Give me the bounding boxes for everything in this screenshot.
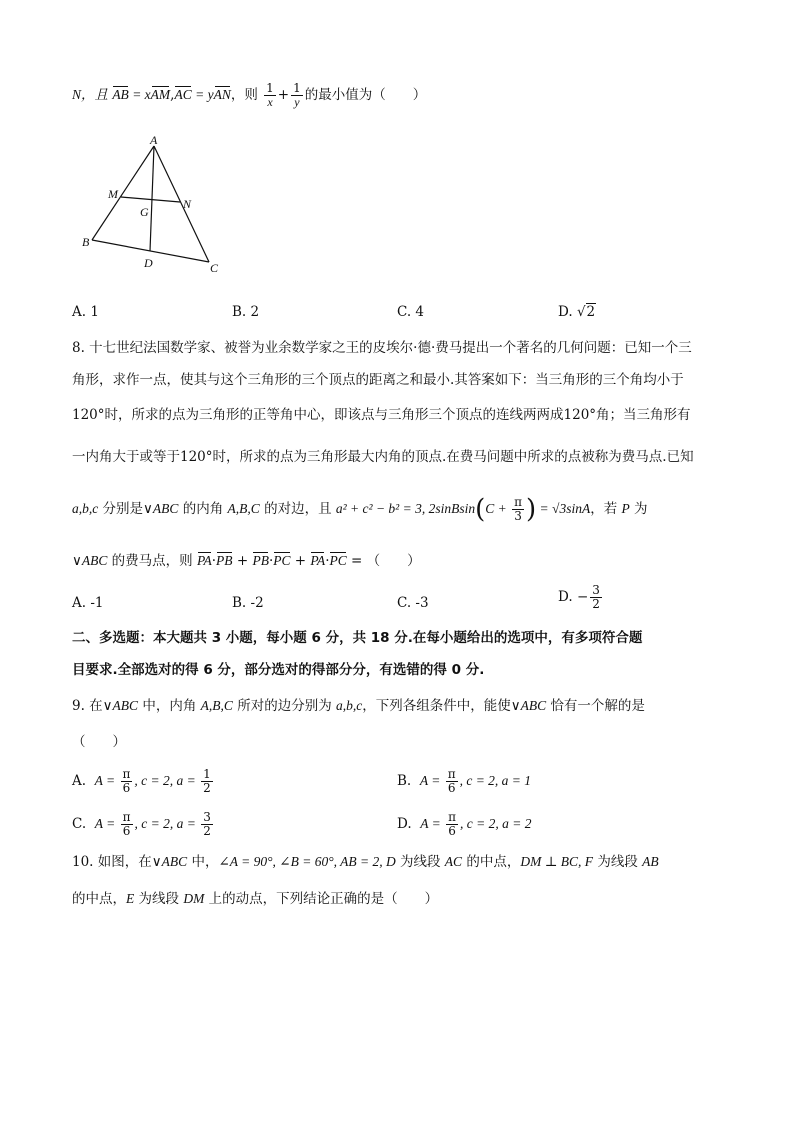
q8-line-4: 一内角大于或等于120°时，所求的点为三角形最大内角的顶点.在费马问题中所求的点被称为费马点.已知 bbox=[72, 449, 694, 465]
vector-ab: AB bbox=[112, 85, 129, 105]
q7-comma: , bbox=[170, 87, 175, 103]
q8-option-d[interactable]: D. − $\frac{3}{2}$ bbox=[558, 583, 600, 611]
fraction-1-over-x: $\frac{1}{x}$ bbox=[266, 81, 274, 109]
q8-option-a[interactable]: A. -1 bbox=[72, 595, 104, 611]
label-b: B bbox=[82, 235, 90, 249]
q7-option-d[interactable]: D. √2 bbox=[558, 304, 596, 320]
q8-line-2: 角形，求作一点，使其与这个三角形的三个顶点的距离之和最小.其答案如下：当三角形的三个角均小于 bbox=[72, 372, 684, 388]
q7-option-c[interactable]: C. 4 bbox=[397, 304, 425, 320]
q7-intro: N，且 bbox=[72, 87, 109, 102]
q8-option-b[interactable]: B. -2 bbox=[232, 595, 264, 611]
q8-line-6: ∨ABC 的费马点，则 PA·PB + PB·PC + PA·PC = （ ） bbox=[72, 553, 421, 569]
q7-option-a[interactable]: A. 1 bbox=[72, 304, 99, 320]
q8-line-5: a,b,c 分别是∨ABC 的内角 A,B,C 的对边，且 a² + c² − b² = 3, 2sinBsin(C + $\frac{\pi}{3}$ ) = √3sinA，若 P 为 bbox=[72, 494, 648, 525]
q9-option-b[interactable]: B. A = $\frac{\pi}{6}$ , c = 2, a = 1 bbox=[397, 767, 532, 795]
fraction-pi-over-3: $\frac{\pi}{3}$ bbox=[514, 495, 523, 523]
q9-paren: （ ） bbox=[72, 734, 126, 750]
q7-option-b[interactable]: B. 2 bbox=[232, 304, 260, 320]
q7-eq-y: = y bbox=[191, 87, 214, 102]
label-m: M bbox=[108, 187, 118, 201]
q10-line-1: 10. 如图，在∨ABC 中，∠A = 90°, ∠B = 60°, AB = 2, D 为线段 AC 的中点，DM ⊥ BC, F 为线段 AB bbox=[72, 854, 659, 870]
vector-am: AM bbox=[151, 85, 171, 105]
triangle-figure bbox=[72, 130, 242, 280]
label-a: A bbox=[150, 133, 158, 147]
q9-option-a[interactable]: A. A = $\frac{\pi}{6}$ , c = 2, a = $\frac{1}{2}$ bbox=[72, 767, 211, 795]
section-2-heading-line-1: 二、多选题：本大题共 3 小题，每小题 6 分，共 18 分.在每小题给出的选项中，有多项符合题 bbox=[72, 630, 643, 646]
label-g: G bbox=[140, 205, 149, 219]
q8-line-3: 120°时，所求的点为三角形的正等角中心，即该点与三角形三个顶点的连线两两成120°角；当三角形有 bbox=[72, 407, 691, 423]
q7-stem bbox=[72, 82, 426, 109]
q9-option-d[interactable]: D. A = $\frac{\pi}{6}$ , c = 2, a = 2 bbox=[397, 810, 532, 838]
q8-option-c[interactable]: C. -3 bbox=[397, 595, 429, 611]
q7-then: ，则 bbox=[230, 87, 258, 103]
q7-eq-x: = x bbox=[128, 87, 151, 102]
vector-ac: AC bbox=[174, 85, 191, 105]
q9-stem: 9. 在∨ABC 中，内角 A,B,C 所对的边分别为 a,b,c，下列各组条件中，能使∨ABC 恰有一个解的是 bbox=[72, 698, 645, 714]
section-2-heading-line-2: 目要求.全部选对的得 6 分，部分选对的得部分分，有选错的得 0 分. bbox=[72, 662, 485, 678]
q7-plus: + bbox=[277, 87, 290, 103]
fraction-1-over-y: $\frac{1}{y}$ bbox=[293, 81, 301, 109]
q7-tail: 的最小值为（ ） bbox=[304, 87, 427, 103]
q9-option-c[interactable]: C. A = $\frac{\pi}{6}$ , c = 2, a = $\frac{3}{2}$ bbox=[72, 810, 211, 838]
q8-line-1: 8. 十七世纪法国数学家、被誉为业余数学家之王的皮埃尔·德·费马提出一个著名的几何问题：已知一个三 bbox=[72, 340, 692, 356]
vector-an: AN bbox=[214, 85, 231, 105]
q10-line-2: 的中点，E 为线段 DM 上的动点，下列结论正确的是（ ） bbox=[72, 891, 439, 907]
label-n: N bbox=[183, 197, 192, 211]
label-d: D bbox=[144, 256, 153, 270]
label-c: C bbox=[210, 261, 219, 275]
